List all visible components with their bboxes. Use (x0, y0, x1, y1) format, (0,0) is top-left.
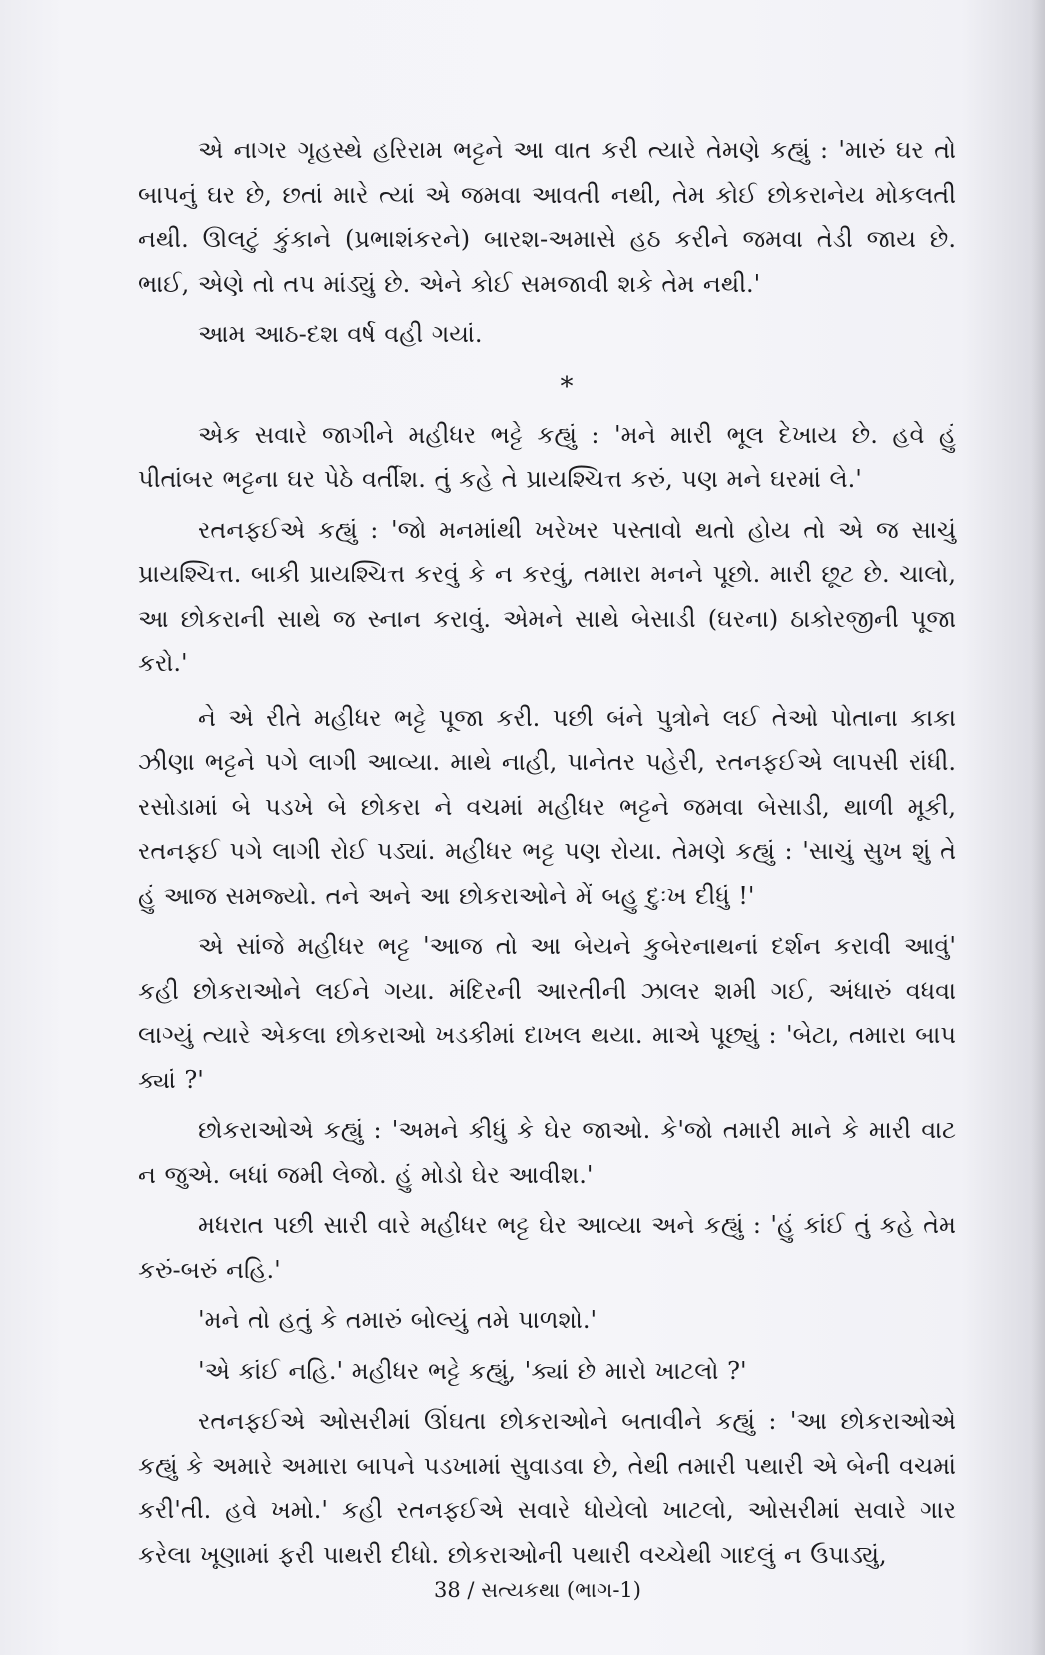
paragraph: એ નાગર ગૃહસ્થે હરિરામ ભટ્ટને આ વાત કરી ત્યારે તેમણે કહ્યું : 'મારું ઘર તો બાપનું ઘર છે, છતાં મારે ત્યાં એ જમવા આવતી નથી, તેમ કોઈ છોકરાનેય મોકલતી નથી. ઊલટું કુંકાને (પ્રભાશંકરને) બારશ-અમાસે હઠ કરીને જમવા તેડી જાય છે. ભાઈ, એણે તો તપ માંડ્યું છે. એને કોઈ સમજાવી શકે તેમ નથી.' (138, 136, 956, 298)
paragraph: ને એ રીતે મહીધર ભટ્ટે પૂજા કરી. પછી બંને પુત્રોને લઈ તેઓ પોતાના કાકા ઝીણા ભટ્ટને પગે લાગી આવ્યા. માથે નાહી, પાનેતર પહેરી, રતનફઈએ લાપસી રાંધી. રસોડામાં બે પડખે બે છોકરા ને વચમાં મહીધર ભટ્ટને જમવા બેસાડી, થાળી મૂકી, રતનફઈ પગે લાગી રોઈ પડ્યાં. મહીધર ભટ્ટ પણ રોયા. તેમણે કહ્યું : 'સાચું સુખ શું તે હું આજ સમજ્યો. તને અને આ છોકરાઓને મેં બહુ દુઃખ દીધું !' (138, 703, 956, 910)
paragraph: મધરાત પછી સારી વારે મહીધર ભટ્ટ ઘેર આવ્યા અને કહ્યું : 'હું કાંઈ તું કહે તેમ કરું-બરું નહિ.' (138, 1211, 956, 1284)
paragraph: રતનફઈએ કહ્યું : 'જો મનમાંથી ખરેખર પસ્તાવો થતો હોય તો એ જ સાચું પ્રાયશ્ચિત્ત. બાકી પ્રાયશ્ચિત્ત કરવું કે ન કરવું, તમારા મનને પૂછો. મારી છૂટ છે. ચાલો, આ છોકરાની સાથે જ સ્નાન કરાવું. એમને સાથે બેસાડી (ઘરના) ઠાકોરજીની પૂજા કરો.' (138, 515, 956, 677)
page-footer: 38 / સત્યકથા (ભાગ-1) (433, 1578, 641, 1602)
paragraph: આમ આઠ-દશ વર્ષ વહી ગયાં. (198, 320, 483, 348)
page-text (138, 128, 956, 1577)
section-separator: * (560, 371, 574, 402)
paragraph: એક સવારે જાગીને મહીધર ભટ્ટે કહ્યું : 'મને મારી ભૂલ દેખાય છે. હવે હું પીતાંબર ભટ્ટના ઘર પેઠે વર્તીશ. તું કહે તે પ્રાયશ્ચિત્ત કરું, પણ મને ઘરમાં લે.' (138, 420, 956, 493)
paragraph: એ સાંજે મહીધર ભટ્ટ 'આજ તો આ બેયને કુબેરનાથનાં દર્શન કરાવી આવું' કહી છોકરાઓને લઈને ગયા. મંદિરની આરતીની ઝાલર શમી ગઈ, અંધારું વધવા લાગ્યું ત્યારે એકલા છોકરાઓ ખડકીમાં દાખલ થયા. માએ પૂછ્યું : 'બેટા, તમારા બાપ ક્યાં ?' (138, 932, 956, 1094)
page-edge-shadow (1031, 0, 1045, 1655)
paragraph: રતનફઈએ ઓસરીમાં ઊંઘતા છોકરાઓને બતાવીને કહ્યું : 'આ છોકરાઓએ કહ્યું કે અમારે અમારા બાપને પડખામાં સુવાડવા છે, તેથી તમારી પથારી એ બેની વચમાં કરી'તી. હવે ખમો.' કહી રતનફઈએ સવારે ધોયેલો ખાટલો, ઓસરીમાં સવારે ગાર કરેલા ખૂણામાં ફરી પાથરી દીધો. છોકરાઓની પથારી વચ્ચેથી ગાદલું ન ઉપાડ્યું, (138, 1407, 956, 1569)
paragraph: 'મને તો હતું કે તમારું બોલ્યું તમે પાળશો.' (198, 1306, 598, 1334)
paragraph: છોકરાઓએ કહ્યું : 'અમને કીધું કે ઘેર જાઓ. કે'જો તમારી માને કે મારી વાટ ન જુએ. બધાં જમી લેજો. હું મોડો ઘેર આવીશ.' (138, 1116, 956, 1189)
paragraph: 'એ કાંઈ નહિ.' મહીધર ભટ્ટે કહ્યું, 'ક્યાં છે મારો ખાટલો ?' (198, 1356, 747, 1385)
